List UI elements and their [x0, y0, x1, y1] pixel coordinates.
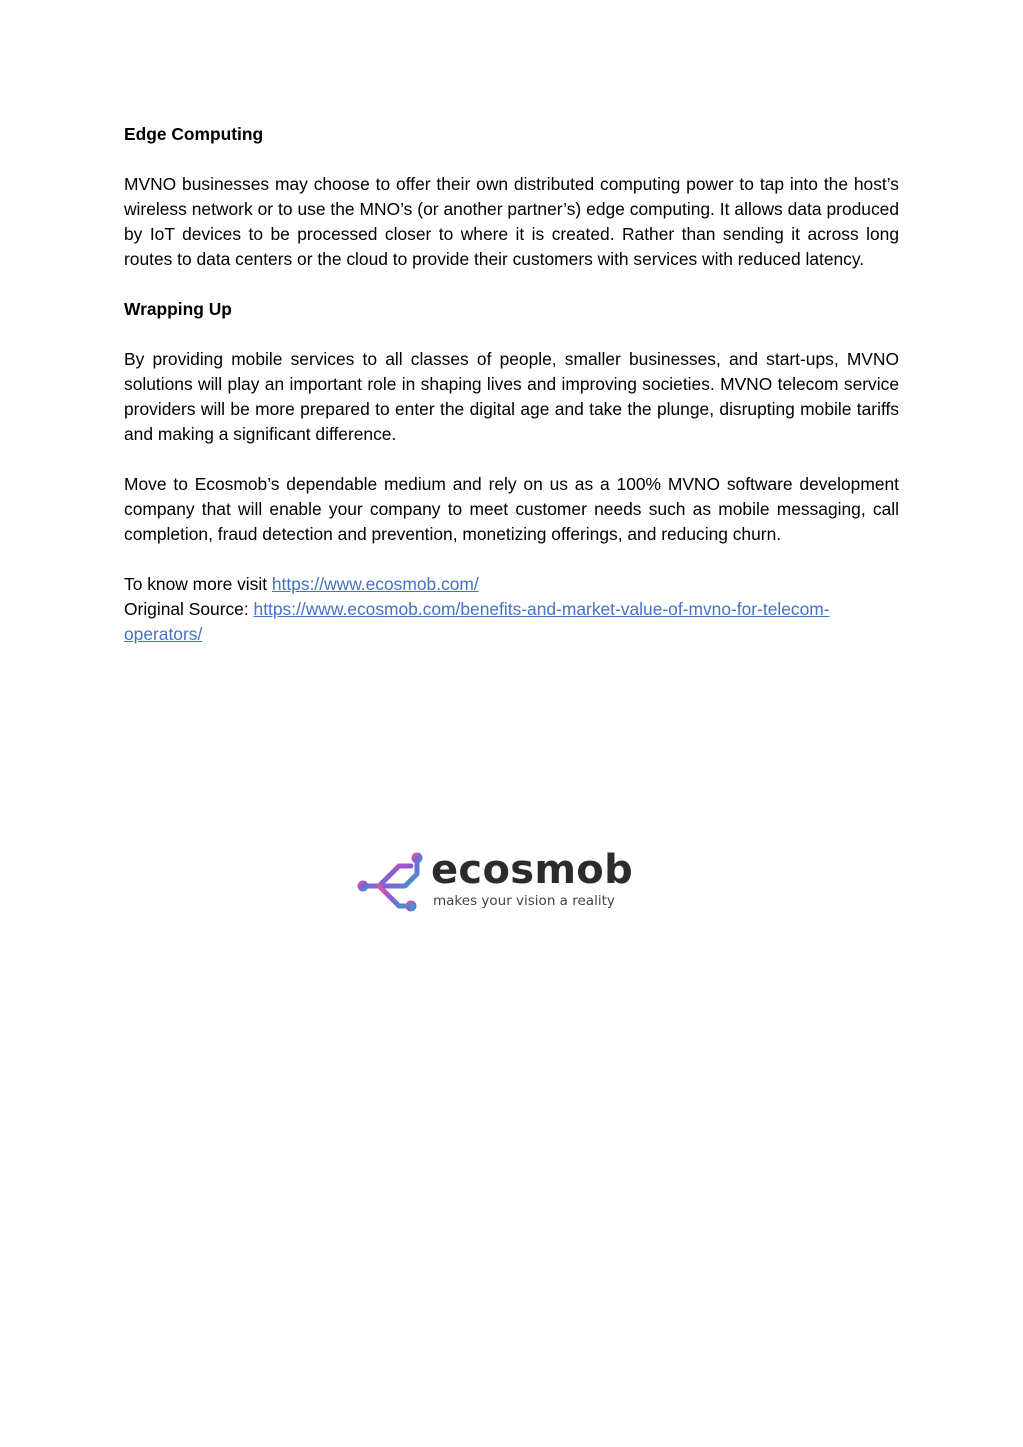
know-more-label: To know more visit — [124, 574, 272, 594]
ecosmob-logo — [355, 848, 635, 924]
source-link[interactable]: https://www.ecosmob.com/benefits-and-market-value-of-mvno-for-telecom-operators/ — [124, 599, 830, 644]
section-heading-edge-computing: Edge Computing — [124, 124, 264, 144]
source-label: Original Source: — [124, 599, 254, 619]
paragraph-wrapping-up-1: By providing mobile services to all classes of people, smaller businesses, and start-ups, MVNO solutions will play an important role in shaping lives and improving societies. MVNO telecom service providers will be more prepared to enter the digital age and take the plunge, disrupting mobile tariffs and making a significant difference. — [124, 349, 899, 444]
paragraph-edge-computing: MVNO businesses may choose to offer their own distributed computing power to tap into the host’s wireless network or to use the MNO’s (or another partner’s) edge computing. It allows data produced by IoT devices to be processed closer to where it is created. Rather than sending it across long routes to data centers or the cloud to provide their customers with services with reduced latency. — [124, 174, 899, 269]
paragraph-wrapping-up-2: Move to Ecosmob’s dependable medium and rely on us as a 100% MVNO software development company that will enable your company to meet customer needs such as mobile messaging, call completion, fraud detection and prevention, monetizing offerings, and reducing churn. — [124, 474, 899, 544]
logo-wordmark: ecosmob — [431, 847, 634, 893]
source-line — [124, 597, 899, 647]
know-more-line — [124, 572, 899, 597]
document-body — [124, 122, 899, 647]
ecosmob-logo-icon — [355, 848, 431, 924]
logo-tagline: makes your vision a reality — [433, 893, 615, 909]
know-more-link[interactable]: https://www.ecosmob.com/ — [271, 574, 479, 594]
section-heading-wrapping-up: Wrapping Up — [124, 299, 232, 319]
